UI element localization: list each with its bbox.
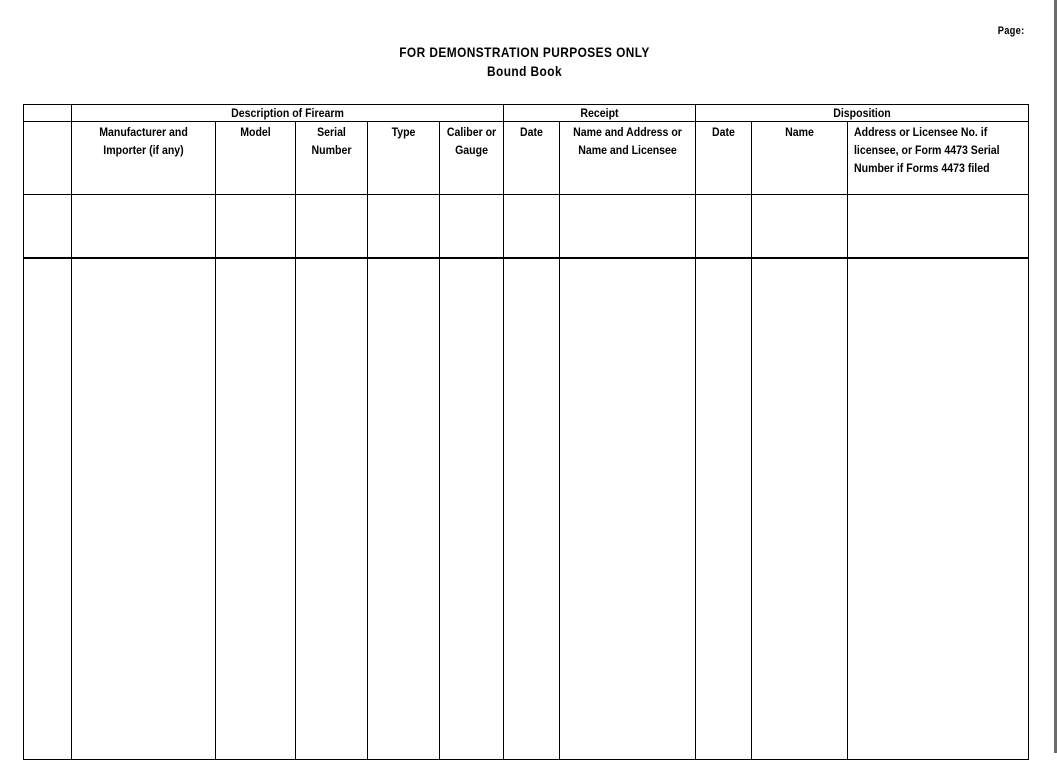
disposition-name-cell[interactable] [752,258,848,760]
column-header-receipt-name: Name and Address or Name and Licensee [560,122,696,195]
row-number-cell[interactable] [24,258,72,760]
group-disposition-label: Disposition [833,106,891,120]
group-receipt-label: Receipt [580,106,619,120]
column-header-caliber: Caliber or Gauge [440,122,504,195]
receipt-date-cell[interactable] [504,258,560,760]
group-description-of-firearm [72,105,504,122]
type-cell[interactable] [368,195,440,259]
receipt-name-cell[interactable] [560,195,696,259]
bound-book-table [23,104,1029,760]
column-header-type: Type [368,122,440,195]
column-header-serial-number: Serial Number [296,122,368,195]
column-header-row [24,122,1029,195]
disposition-address-cell[interactable] [848,195,1029,259]
type-cell[interactable] [368,258,440,760]
group-receipt [504,105,696,122]
disposition-address-cell[interactable] [848,258,1029,760]
disposition-date-cell[interactable] [696,195,752,259]
page-subtitle: Bound Book [487,63,562,79]
receipt-date-cell[interactable] [504,195,560,259]
caliber-cell[interactable] [440,195,504,259]
model-cell[interactable] [216,195,296,259]
column-header-disposition-address: Address or Licensee No. if licensee, or Form 4473 Serial Number if Forms 4473 filed [848,122,1029,195]
table-row [24,258,1029,760]
serial-cell[interactable] [296,258,368,760]
caliber-cell[interactable] [440,258,504,760]
manufacturer-cell[interactable] [72,195,216,259]
manufacturer-cell[interactable] [72,258,216,760]
group-description-label: Description of Firearm [231,106,344,120]
model-cell[interactable] [216,258,296,760]
row-number-cell[interactable] [24,195,72,259]
page-number-label: Page: [997,25,1024,37]
group-disposition [696,105,1029,122]
disposition-name-cell[interactable] [752,195,848,259]
page-title: FOR DEMONSTRATION PURPOSES ONLY [399,44,650,60]
table-row [24,195,1029,259]
disposition-date-cell[interactable] [696,258,752,760]
column-header-model: Model [216,122,296,195]
receipt-name-cell[interactable] [560,258,696,760]
group-header-row [24,105,1029,122]
blank-group-cell [24,105,72,122]
column-header-manufacturer: Manufacturer and Importer (if any) [72,122,216,195]
blank-header-cell [24,122,72,195]
column-header-disposition-date: Date [696,122,752,195]
serial-cell[interactable] [296,195,368,259]
column-header-receipt-date: Date [504,122,560,195]
column-header-disposition-name: Name [752,122,848,195]
